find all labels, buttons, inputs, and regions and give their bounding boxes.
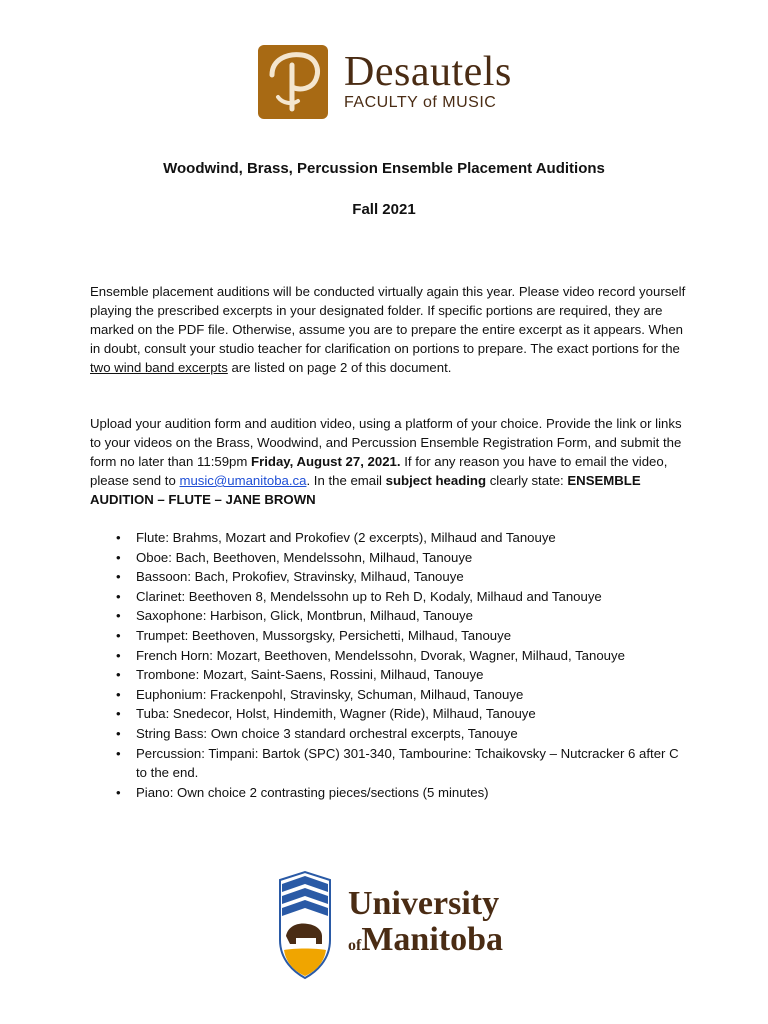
list-item	[116, 665, 686, 685]
list-item	[116, 626, 686, 646]
manitoba-word: Manitoba	[361, 921, 504, 958]
upload-text-4: clearly state:	[486, 473, 568, 488]
intro-text-before: Ensemble placement auditions will be conducted virtually again this year. Please video record yourself playing the prescribed excerpts in your designated folder. If specific portions are required, they are marked on the PDF file. Otherwise, assume you are to prepare the entire excerpt as it appears. When in doubt, consult your studio teacher for clarification on portions to prepare. The exact portions for the	[90, 284, 686, 356]
university-word: University	[348, 885, 500, 922]
list-item	[116, 528, 686, 548]
list-item	[116, 685, 686, 705]
bullet-icon: •	[116, 706, 121, 722]
list-item-text: Bassoon: Bach, Prokofiev, Stravinsky, Milhaud, Tanouye	[136, 569, 464, 585]
of-word: of	[348, 937, 362, 954]
list-item-text: Oboe: Bach, Beethoven, Mendelssohn, Milhaud, Tanouye	[136, 549, 473, 565]
bullet-icon: •	[116, 686, 121, 702]
email-link[interactable]: music@umanitoba.ca	[179, 473, 307, 488]
list-item-text: Euphonium: Frackenpohl, Stravinsky, Schuman, Milhaud, Tanouye	[136, 686, 524, 702]
list-item-text: French Horn: Mozart, Beethoven, Mendelssohn, Dvorak, Wagner, Milhaud, Tanouye	[136, 647, 625, 663]
list-item	[116, 587, 686, 607]
list-item-text: Clarinet: Beethoven 8, Mendelssohn up to Reh D, Kodaly, Milhaud and Tanouye	[136, 588, 602, 604]
desautels-name: Desautels	[344, 49, 512, 95]
list-item-text: Flute: Brahms, Mozart and Prokofiev (2 excerpts), Milhaud and Tanouye	[136, 530, 556, 545]
bullet-icon: •	[116, 667, 121, 683]
intro-paragraph	[90, 282, 690, 377]
bison-crest-icon	[276, 870, 334, 980]
bullet-icon: •	[116, 627, 121, 643]
list-item	[116, 606, 686, 626]
desautels-subtitle: FACULTY of MUSIC	[344, 94, 497, 111]
bullet-icon: •	[116, 608, 121, 624]
upload-text-3: . In the email	[306, 473, 386, 488]
subject-heading-label: subject heading	[385, 473, 487, 488]
bullet-icon: •	[116, 745, 121, 761]
document-title: Woodwind, Brass, Percussion Ensemble Placement Auditions	[163, 160, 605, 177]
bullet-icon: •	[116, 725, 121, 741]
instrument-list	[116, 528, 686, 802]
desautels-emblem-icon	[258, 45, 328, 119]
list-item	[116, 567, 686, 587]
wind-band-excerpts-text: two wind band excerpts	[90, 360, 228, 375]
bullet-icon: •	[116, 647, 121, 663]
list-item-text: Saxophone: Harbison, Glick, Montbrun, Milhaud, Tanouye	[136, 608, 473, 624]
intro-text-after: are listed on page 2 of this document.	[227, 360, 452, 375]
document-term: Fall 2021	[352, 201, 416, 218]
list-item-text: Trombone: Mozart, Saint-Saens, Rossini, Milhaud, Tanouye	[136, 667, 484, 683]
list-item	[116, 724, 686, 744]
bullet-icon: •	[116, 569, 121, 585]
list-item-text: String Bass: Own choice 3 standard orchestral excerpts, Tanouye	[136, 725, 518, 741]
desautels-logo	[258, 44, 512, 120]
subject-example: ENSEMBLE AUDITION – FLUTE – JANE BROWN	[90, 473, 641, 507]
deadline-text: Friday, August 27, 2021.	[251, 454, 401, 469]
list-item	[116, 548, 686, 568]
list-item-text: Piano: Own choice 2 contrasting pieces/sections (5 minutes)	[136, 784, 489, 800]
bullet-icon: •	[116, 588, 121, 604]
list-item	[116, 704, 686, 724]
upload-text-1: Upload your audition form and audition video, using a platform of your choice. Provide the link or links to your videos on the Brass, Woodwind, and Percussion Ensemble Registration Form, and submit the form no later than 11:59pm	[90, 416, 682, 469]
bullet-icon: •	[116, 549, 121, 565]
list-item-text: Tuba: Snedecor, Holst, Hindemith, Wagner (Ride), Milhaud, Tanouye	[136, 706, 536, 722]
university-of-manitoba-logo	[276, 870, 503, 980]
list-item-text: Trumpet: Beethoven, Mussorgsky, Persichetti, Milhaud, Tanouye	[136, 627, 512, 643]
bullet-icon: •	[116, 530, 121, 545]
list-item	[116, 783, 686, 803]
list-item	[116, 744, 686, 783]
bullet-icon: •	[116, 784, 121, 800]
upload-text-2: If for any reason you have to email the video, please send to	[90, 454, 668, 488]
list-item	[116, 646, 686, 666]
list-item-text: Percussion: Timpani: Bartok (SPC) 301-340, Tambourine: Tchaikovsky – Nutcracker 6 after C to the end.	[136, 745, 679, 781]
upload-paragraph	[90, 414, 690, 509]
